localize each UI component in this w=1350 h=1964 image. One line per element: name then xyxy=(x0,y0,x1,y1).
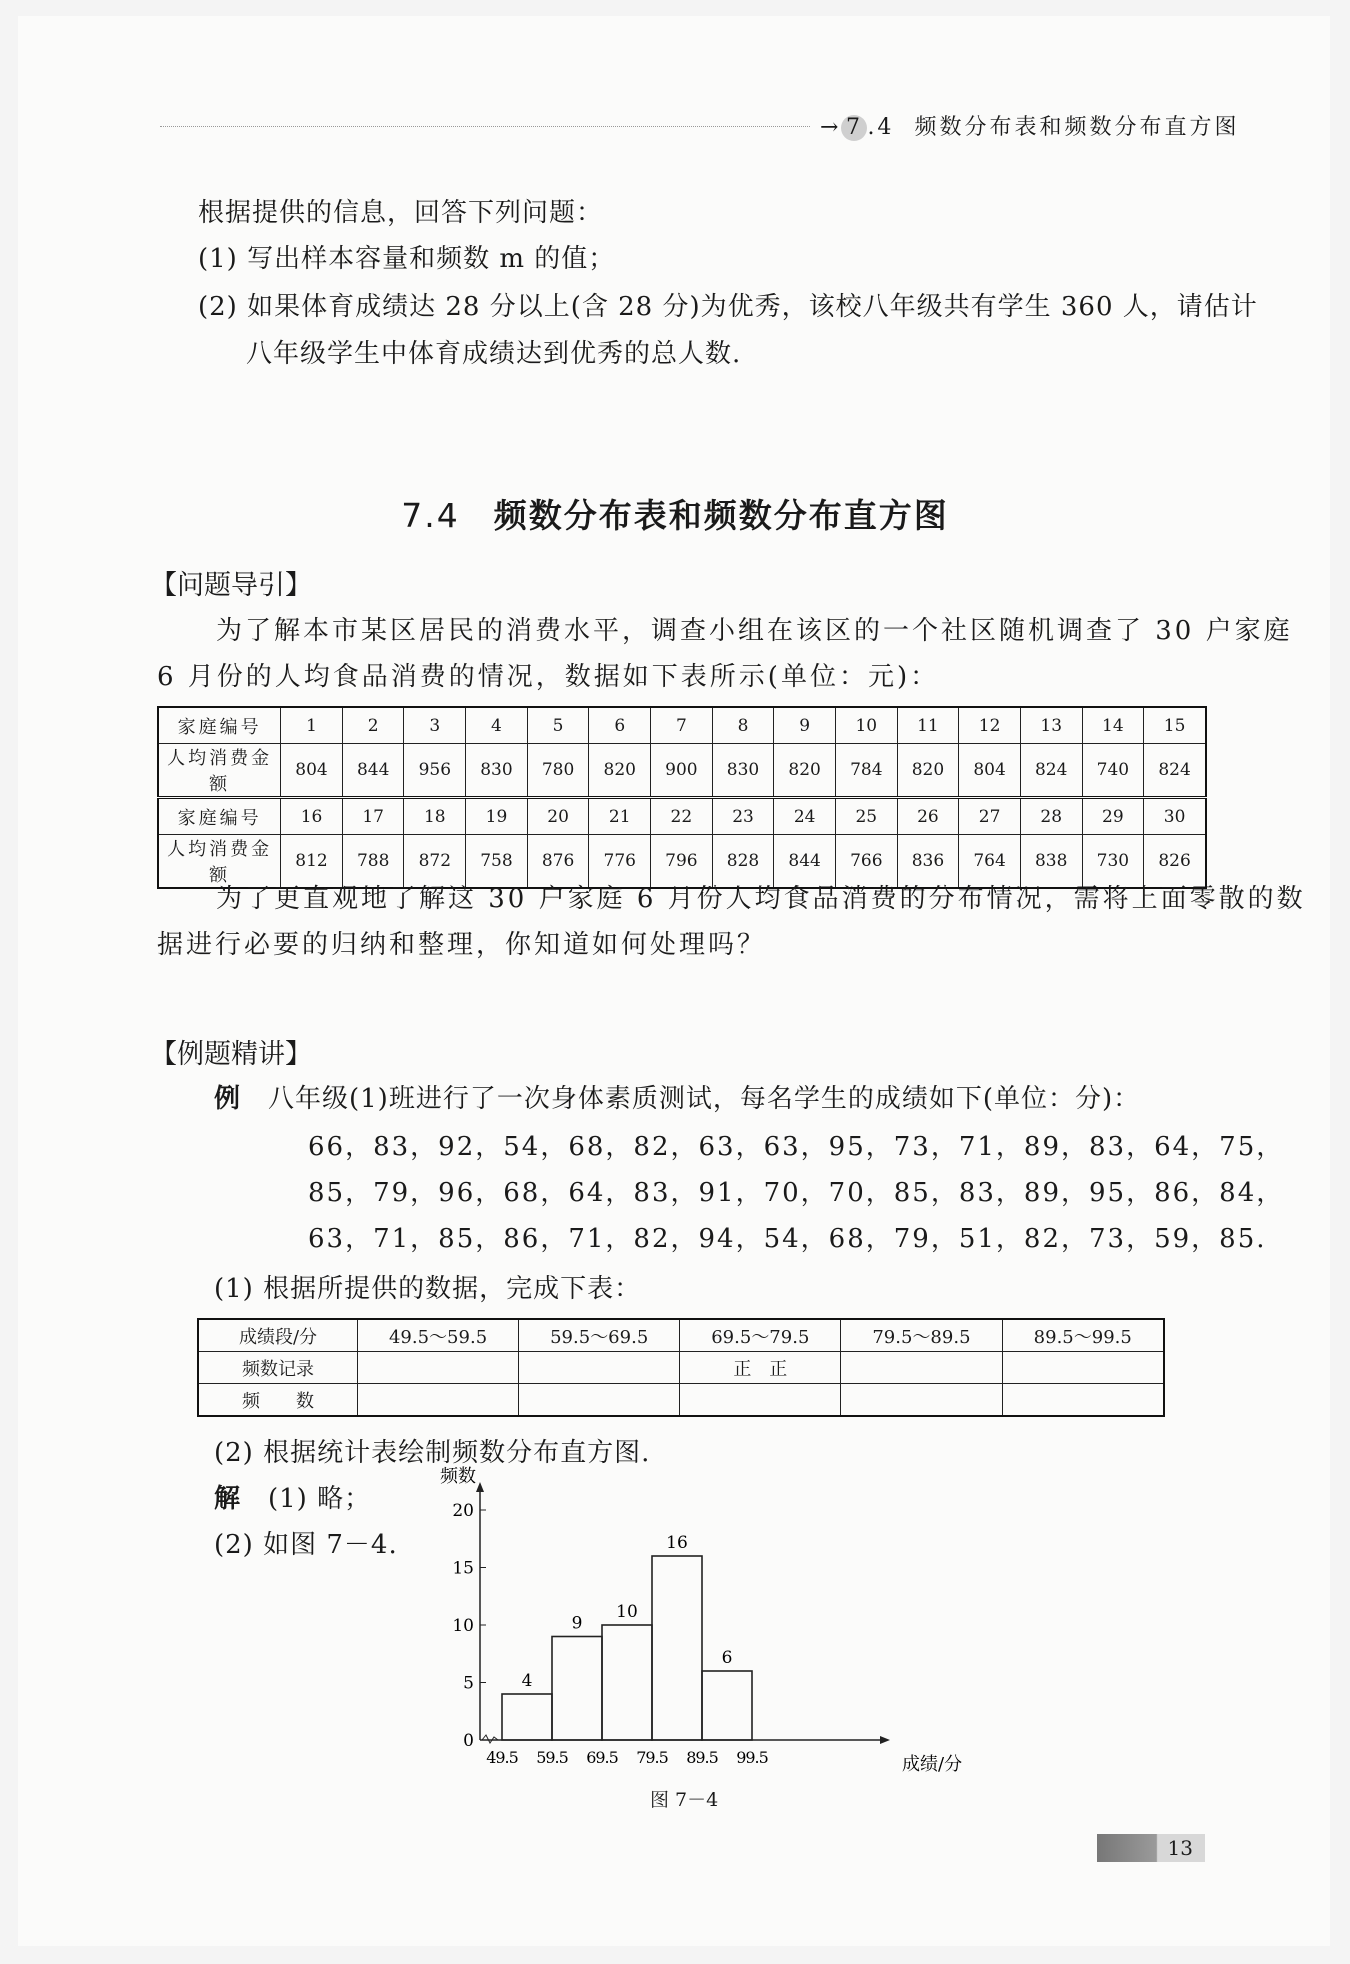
example-question-2: (2) 根据统计表绘制频数分布直方图. xyxy=(214,1438,651,1468)
table-cell: 730 xyxy=(1082,835,1144,889)
axis-break-mark xyxy=(482,1735,498,1743)
table-row: 家庭编号 1 2 3 4 5 6 7 8 9 10 11 12 13 14 15 xyxy=(158,707,1206,744)
x-axis-label: 成绩/分 xyxy=(902,1754,963,1775)
table-cell: 844 xyxy=(774,835,836,889)
histogram-bar xyxy=(602,1625,652,1740)
table-cell xyxy=(519,1352,680,1384)
table-cell xyxy=(1002,1352,1164,1384)
x-axis-arrow xyxy=(880,1736,890,1744)
example-data-line2: 85，79，96，68，64，83，91，70，70，85，83，89，95，86，84， xyxy=(308,1178,1285,1208)
y-tick-label: 10 xyxy=(452,1616,474,1636)
table-cell: 824 xyxy=(1020,744,1082,798)
table-cell: 59.5～69.5 xyxy=(519,1319,680,1352)
table-cell: 764 xyxy=(959,835,1021,889)
x-tick-label: 99.5 xyxy=(736,1748,768,1767)
table-cell: 820 xyxy=(589,744,651,798)
table-cell xyxy=(1002,1384,1164,1417)
table-cell: 11 xyxy=(897,707,959,744)
bar-value-label: 6 xyxy=(721,1648,733,1668)
table-cell: 24 xyxy=(774,798,836,835)
table-cell: 8 xyxy=(712,707,774,744)
table-cell: 26 xyxy=(897,798,959,835)
table-cell: 25 xyxy=(835,798,897,835)
table-cell xyxy=(680,1384,841,1417)
y-tick-label: 5 xyxy=(463,1673,474,1694)
table-cell: 10 xyxy=(835,707,897,744)
bar-value-label: 4 xyxy=(521,1671,533,1691)
x-tick-label: 69.5 xyxy=(586,1748,618,1767)
table-cell: 14 xyxy=(1082,707,1144,744)
table-cell: 17 xyxy=(342,798,404,835)
table-cell: 16 xyxy=(281,798,343,835)
example-problem: 八年级(1)班进行了一次身体素质测试，每名学生的成绩如下(单位：分)： xyxy=(268,1084,1141,1114)
table-cell: 27 xyxy=(959,798,1021,835)
page-number: 13 xyxy=(1167,1836,1193,1860)
guide-heading: 【问题导引】 xyxy=(150,570,312,601)
table-cell: 1 xyxy=(281,707,343,744)
table-cell: 18 xyxy=(404,798,466,835)
prev-question-2-line1: (2) 如果体育成绩达 28 分以上(含 28 分)为优秀，该校八年级共有学生 360 人，请估计 xyxy=(198,292,1258,322)
guide-para1-line2: 6 月份的人均食品消费的情况，数据如下表所示(单位：元)： xyxy=(157,662,940,692)
histogram-bar xyxy=(552,1637,602,1741)
table-cell: 820 xyxy=(897,744,959,798)
solution-2: (2) 如图 7－4. xyxy=(214,1530,398,1560)
table-cell: 89.5～99.5 xyxy=(1002,1319,1164,1352)
table-cell: 826 xyxy=(1144,835,1206,889)
table-cell: 780 xyxy=(527,744,589,798)
table-cell: 30 xyxy=(1144,798,1206,835)
table-cell: 正 正 xyxy=(680,1352,841,1384)
table-cell: 21 xyxy=(589,798,651,835)
x-tick-label: 59.5 xyxy=(536,1748,568,1767)
section-number-badge: 7 xyxy=(841,115,867,141)
histogram-bar xyxy=(702,1671,752,1740)
solution-label: 解 xyxy=(214,1484,242,1514)
table-cell: 49.5～59.5 xyxy=(358,1319,519,1352)
table-cell: 824 xyxy=(1144,744,1206,798)
example-question-1: (1) 根据所提供的数据，完成下表： xyxy=(214,1274,642,1304)
table-cell: 796 xyxy=(651,835,713,889)
table-cell: 830 xyxy=(712,744,774,798)
guide-para2-line2: 据进行必要的归纳和整理，你知道如何处理吗？ xyxy=(157,930,767,960)
solution-1: (1) 略； xyxy=(268,1484,372,1514)
consumption-table xyxy=(157,706,1207,889)
histogram-bar xyxy=(652,1556,702,1740)
table-row: 频数记录 正 正 xyxy=(198,1352,1164,1384)
bar-value-label: 16 xyxy=(666,1533,688,1553)
table-cell xyxy=(841,1384,1002,1417)
table-cell: 12 xyxy=(959,707,1021,744)
table-cell xyxy=(519,1384,680,1417)
table-cell: 784 xyxy=(835,744,897,798)
guide-para1-line1: 为了解本市某区居民的消费水平，调查小组在该区的一个社区随机调查了 30 户家庭 xyxy=(216,616,1293,646)
table-cell: 820 xyxy=(774,744,836,798)
table-cell: 7 xyxy=(651,707,713,744)
histogram-bar xyxy=(502,1694,552,1740)
table-cell: 5 xyxy=(527,707,589,744)
header-rule xyxy=(160,126,810,127)
table-cell: 804 xyxy=(281,744,343,798)
table-row: 人均消费金额 812 788 872 758 876 776 796 828 844 766 836 764 838 730 826 xyxy=(158,835,1206,889)
prev-intro: 根据提供的信息，回答下列问题： xyxy=(198,198,604,228)
x-tick-label: 89.5 xyxy=(686,1748,718,1767)
x-tick-label: 79.5 xyxy=(636,1748,668,1767)
table-cell: 19 xyxy=(466,798,528,835)
table-row: 频 数 xyxy=(198,1384,1164,1417)
table-cell: 758 xyxy=(466,835,528,889)
table-cell: 22 xyxy=(651,798,713,835)
table-cell: 69.5～79.5 xyxy=(680,1319,841,1352)
guide-para2-line1: 为了更直观地了解这 30 户家庭 6 月份人均食品消费的分布情况，需将上面零散的数 xyxy=(216,884,1306,914)
table-row: 人均消费金额 804 844 956 830 780 820 900 830 820 784 820 804 824 740 824 xyxy=(158,744,1206,798)
table-row: 成绩段/分 49.5～59.5 59.5～69.5 69.5～79.5 79.5～89.5 89.5～99.5 xyxy=(198,1319,1164,1352)
table-cell: 9 xyxy=(774,707,836,744)
prev-question-2-line2: 八年级学生中体育成绩达到优秀的总人数. xyxy=(246,339,742,369)
table-cell: 876 xyxy=(527,835,589,889)
frequency-histogram xyxy=(420,1466,963,1780)
bar-value-label: 10 xyxy=(616,1602,638,1622)
y-tick-label: 0 xyxy=(463,1731,474,1751)
table-cell: 29 xyxy=(1082,798,1144,835)
table-cell: 4 xyxy=(466,707,528,744)
table-cell: 844 xyxy=(342,744,404,798)
table-cell: 28 xyxy=(1020,798,1082,835)
table-cell: 776 xyxy=(589,835,651,889)
bar-value-label: 9 xyxy=(571,1613,583,1634)
table-cell: 828 xyxy=(712,835,774,889)
table-cell xyxy=(358,1384,519,1417)
table-cell: 838 xyxy=(1020,835,1082,889)
table-cell: 2 xyxy=(342,707,404,744)
table-cell: 812 xyxy=(281,835,343,889)
table-cell: 872 xyxy=(404,835,466,889)
table-cell: 788 xyxy=(342,835,404,889)
example-data-line3: 63，71，85，86，71，82，94，54，68，79，51，82，73，59，85. xyxy=(308,1224,1267,1254)
example-data-line1: 66，83，92，54，68，82，63，63，95，73，71，89，83，64，75， xyxy=(308,1132,1285,1162)
y-tick-label: 20 xyxy=(452,1501,474,1521)
table-cell: 804 xyxy=(959,744,1021,798)
table-cell: 740 xyxy=(1082,744,1144,798)
score-frequency-table xyxy=(197,1318,1165,1417)
table-cell: 956 xyxy=(404,744,466,798)
table-cell xyxy=(841,1352,1002,1384)
prev-question-1: (1) 写出样本容量和频数 m 的值； xyxy=(198,244,616,274)
y-tick-label: 15 xyxy=(452,1558,474,1579)
section-title: 7.4 频数分布表和频数分布直方图 xyxy=(401,496,949,535)
table-cell: 830 xyxy=(466,744,528,798)
table-row: 家庭编号 16 17 18 19 20 21 22 23 24 25 26 27 28 29 30 xyxy=(158,798,1206,835)
table-cell: 900 xyxy=(651,744,713,798)
table-cell xyxy=(358,1352,519,1384)
x-tick-label: 49.5 xyxy=(486,1748,518,1767)
table-cell: 15 xyxy=(1144,707,1206,744)
example-heading: 【例题精讲】 xyxy=(150,1039,312,1070)
y-axis-arrow xyxy=(476,1482,484,1492)
table-cell: 836 xyxy=(897,835,959,889)
table-cell: 766 xyxy=(835,835,897,889)
table-cell: 20 xyxy=(527,798,589,835)
running-header-title: 频数分布表和频数分布直方图 xyxy=(914,115,1240,140)
table-cell: 6 xyxy=(589,707,651,744)
table-cell: 13 xyxy=(1020,707,1082,744)
table-cell: 79.5～89.5 xyxy=(841,1319,1002,1352)
example-label: 例 xyxy=(214,1084,242,1114)
page-number-tab xyxy=(1097,1834,1205,1862)
table-cell: 23 xyxy=(712,798,774,835)
running-header: → 7 .4 频数分布表和频数分布直方图 xyxy=(820,115,1240,140)
table-cell: 3 xyxy=(404,707,466,744)
figure-caption: 图 7－4 xyxy=(650,1789,719,1811)
y-axis-label: 频数 xyxy=(440,1466,476,1487)
